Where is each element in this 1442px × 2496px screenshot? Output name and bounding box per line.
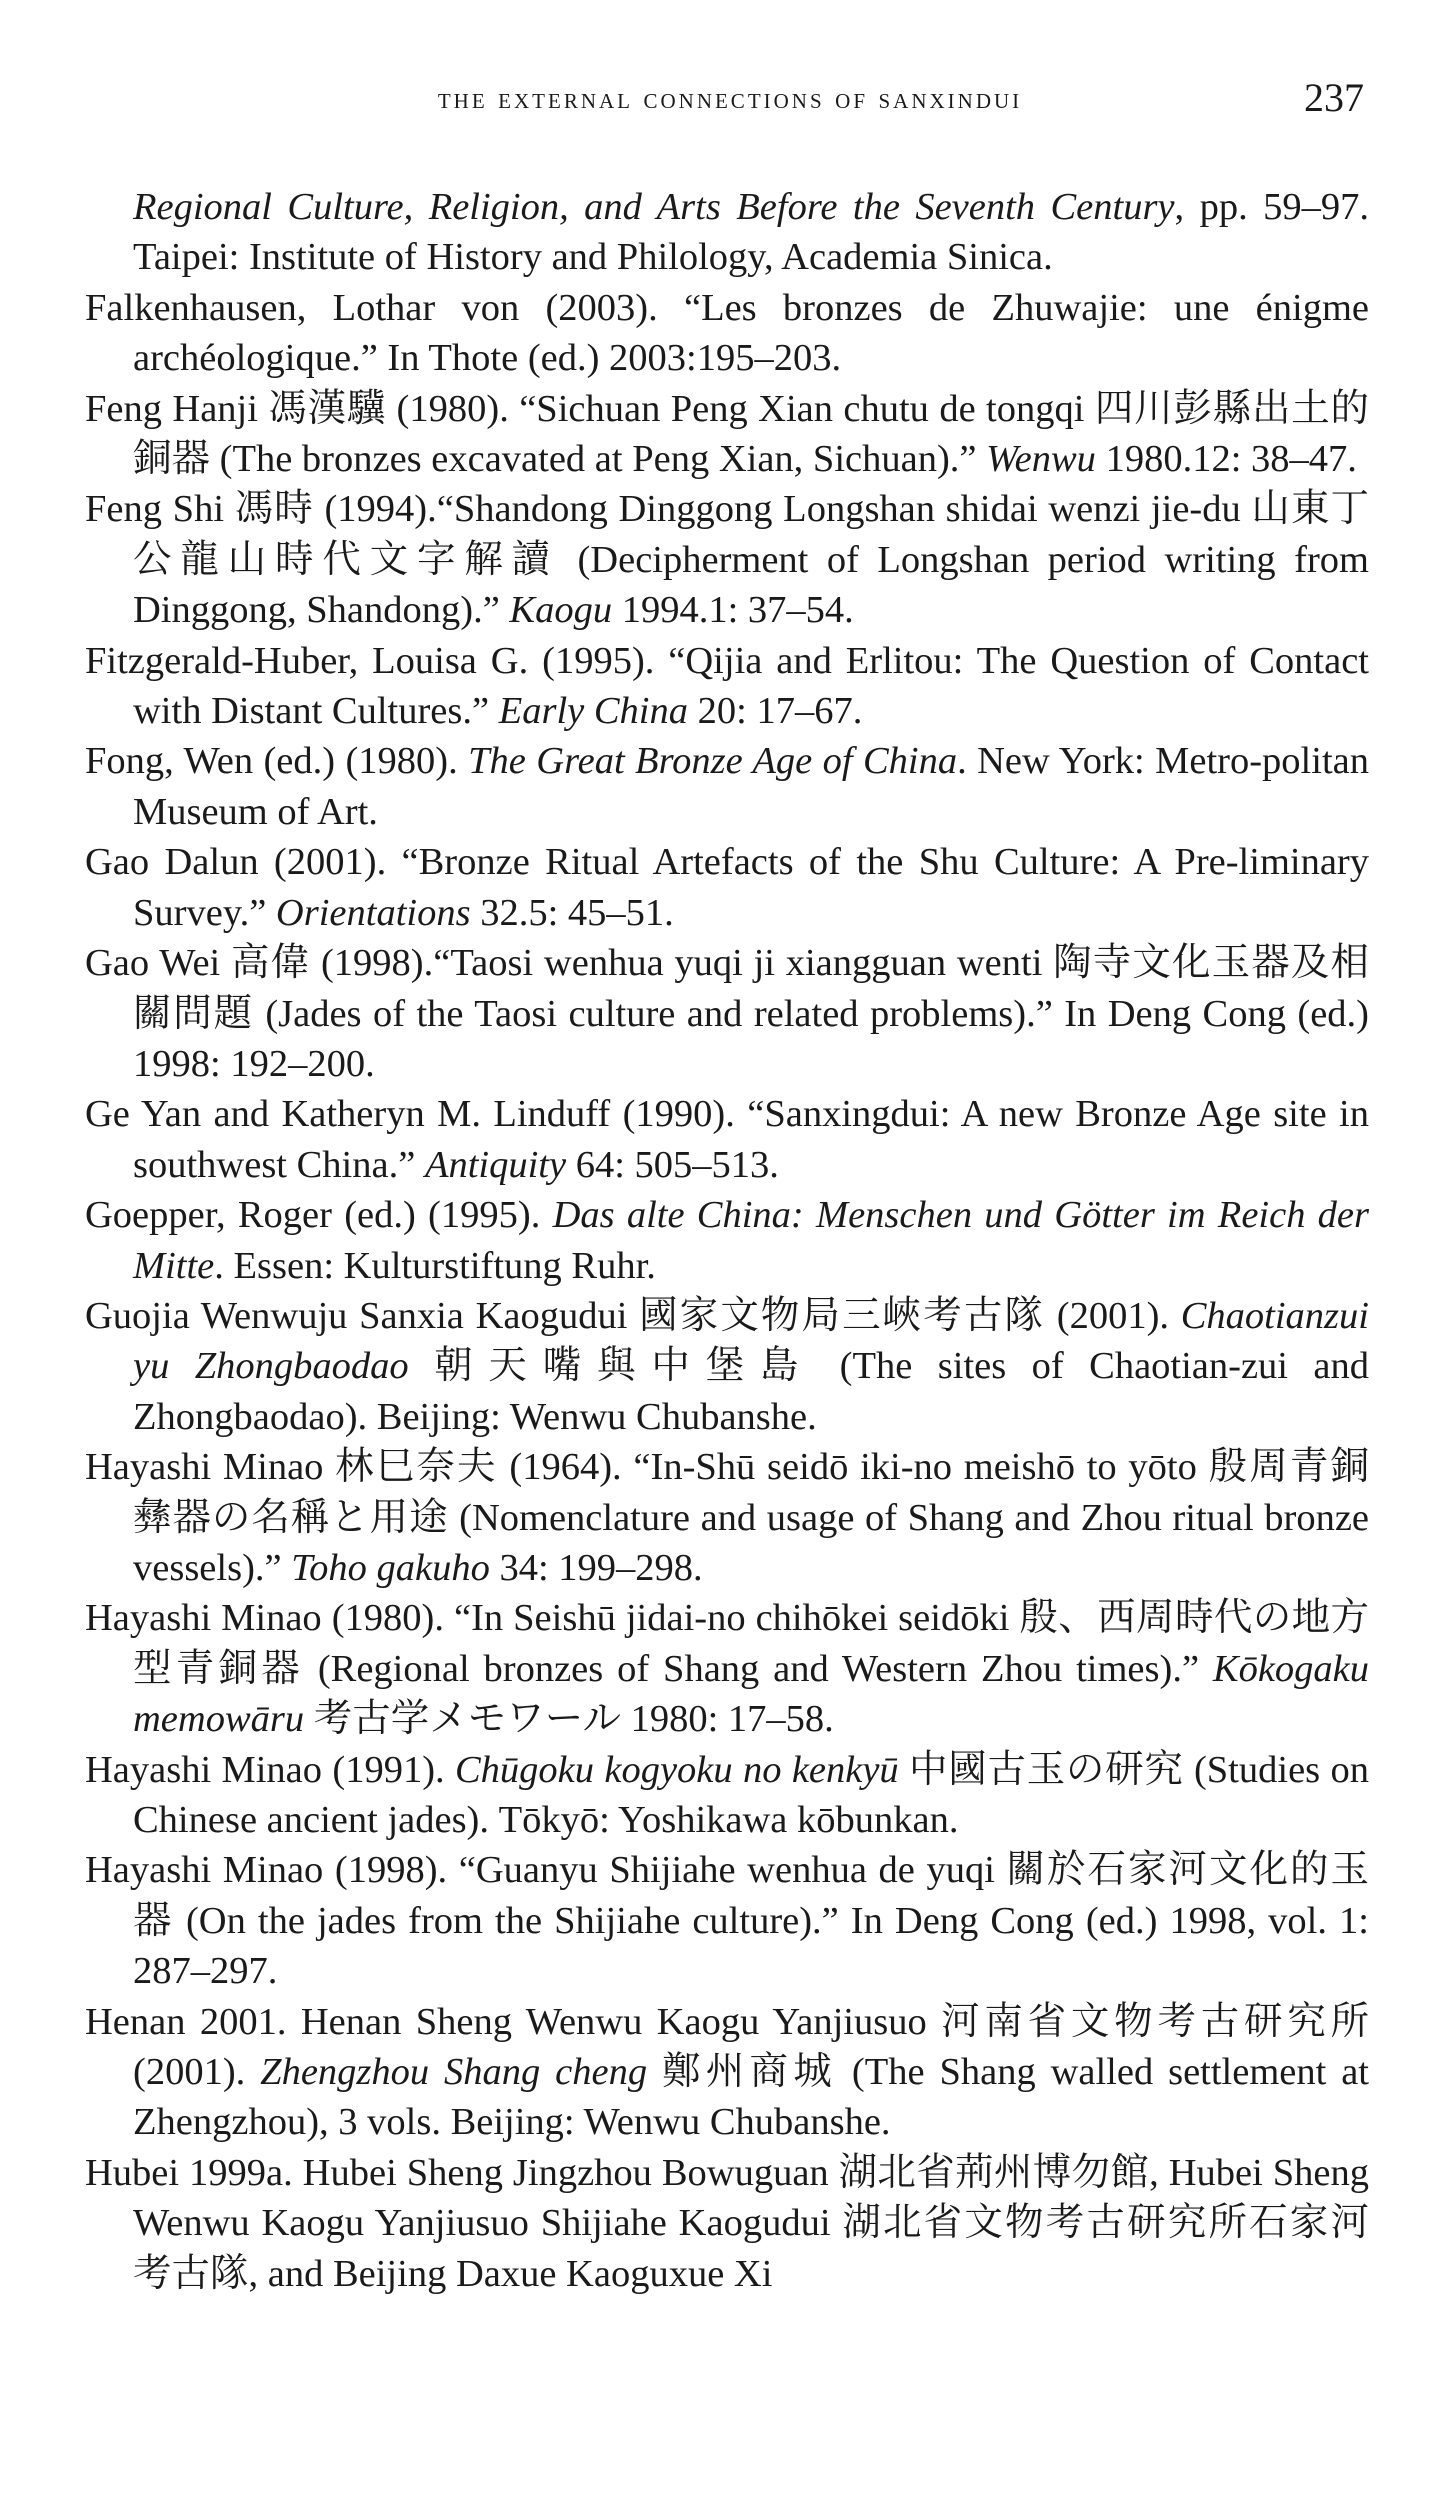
reference-entry: Ge Yan and Katheryn M. Linduff (1990). “Sanxingdui: A new Bronze Age site in southwest China.” Antiquity 64: 505–513.	[85, 1093, 1369, 1186]
reference-entry: Gao Dalun (2001). “Bronze Ritual Artefacts of the Shu Culture: A Pre-liminary Survey.” Orientations 32.5: 45–51.	[85, 841, 1369, 934]
reference-entry: Hayashi Minao (1998). “Guanyu Shijiahe wenhua de yuqi 關於石家河文化的玉器 (On the jades from the Shijiahe culture).” In Deng Cong (ed.) 1998, vol. 1: 287–297.	[85, 1849, 1369, 1993]
reference-entry: Gao Wei 高偉 (1998).“Taosi wenhua yuqi ji xiangguan wenti 陶寺文化玉器及相關問題 (Jades of the Taosi culture and related problems).” In Deng Cong (ed.) 1998: 192–200.	[85, 942, 1369, 1085]
reference-entry: Hubei 1999a. Hubei Sheng Jingzhou Bowuguan 湖北省荊州博勿館, Hubei Sheng Wenwu Kaogu Yanjiusuo Shijiahe Kaogudui 湖北省文物考古研究所石家河考古隊, and Beijing Daxue Kaoguxue Xi	[85, 2151, 1369, 2295]
reference-entry: Feng Hanji 馮漢驥 (1980). “Sichuan Peng Xian chutu de tongqi 四川彭縣出土的銅器 (The bronzes excavated at Peng Xian, Sichuan).” Wenwu 1980.12: 38–47.	[85, 387, 1369, 481]
running-head: the external connections of sanxindui	[437, 82, 1023, 115]
reference-entry: Guojia Wenwuju Sanxia Kaogudui 國家文物局三峽考古隊 (2001). Chaotianzui yu Zhongbaodao 朝天嘴與中堡島 (The sites of Chaotian-zui and Zhongbaodao). Beijing: Wenwu Chubanshe.	[85, 1294, 1370, 1438]
reference-entry: Feng Shi 馮時 (1994).“Shandong Dinggong Longshan shidai wenzi jie-du 山東丁公龍山時代文字解讀 (Decipherment of Longshan period writing from Dinggong, Shandong).” Kaogu 1994.1: 37–54.	[85, 488, 1369, 632]
reference-list	[85, 182, 1369, 2299]
reference-entry: Fitzgerald-Huber, Louisa G. (1995). “Qijia and Erlitou: The Question of Contact with Distant Cultures.” Early China 20: 17–67.	[85, 639, 1369, 733]
reference-entry: Hayashi Minao (1991). Chūgoku kogyoku no kenkyū 中國古玉の研究 (Studies on Chinese ancient jades). Tōkyō: Yoshikawa kōbunkan.	[85, 1748, 1369, 1841]
reference-entry: Regional Culture, Religion, and Arts Before the Seventh Century, pp. 59–97. Taipei: Institute of History and Philology, Academia Sinica.	[133, 186, 1370, 279]
reference-entry: Hayashi Minao 林巳奈夫 (1964). “In-Shū seidō iki-no meishō to yōto 殷周青銅彝器の名稱と用途 (Nomenclature and usage of Shang and Zhou ritual bronze vessels).” Toho gakuho 34: 199–298.	[85, 1446, 1369, 1589]
reference-entry: Goepper, Roger (ed.) (1995). Das alte China: Menschen und Götter im Reich der Mitte. Essen: Kulturstiftung Ruhr.	[85, 1194, 1369, 1287]
reference-entry: Henan 2001. Henan Sheng Wenwu Kaogu Yanjiusuo 河南省文物考古研究所 (2001). Zhengzhou Shang cheng 鄭州商城 (The Shang walled settlement at Zhengzhou), 3 vols. Beijing: Wenwu Chubanshe.	[85, 2000, 1369, 2144]
reference-entry: Hayashi Minao (1980). “In Seishū jidai-no chihōkei seidōki 殷、西周時代の地方型青銅器 (Regional bronzes of Shang and Western Zhou times).” Kōkogaku memowāru 考古学メモワール 1980: 17–58.	[85, 1597, 1369, 1741]
reference-entry: Fong, Wen (ed.) (1980). The Great Bronze Age of China. New York: Metro-politan Museum of Art.	[85, 740, 1369, 833]
page-number: 237	[1304, 75, 1364, 120]
reference-entry: Falkenhausen, Lothar von (2003). “Les bronzes de Zhuwajie: une énigme archéologique.” In Thote (ed.) 2003:195–203.	[85, 286, 1369, 380]
